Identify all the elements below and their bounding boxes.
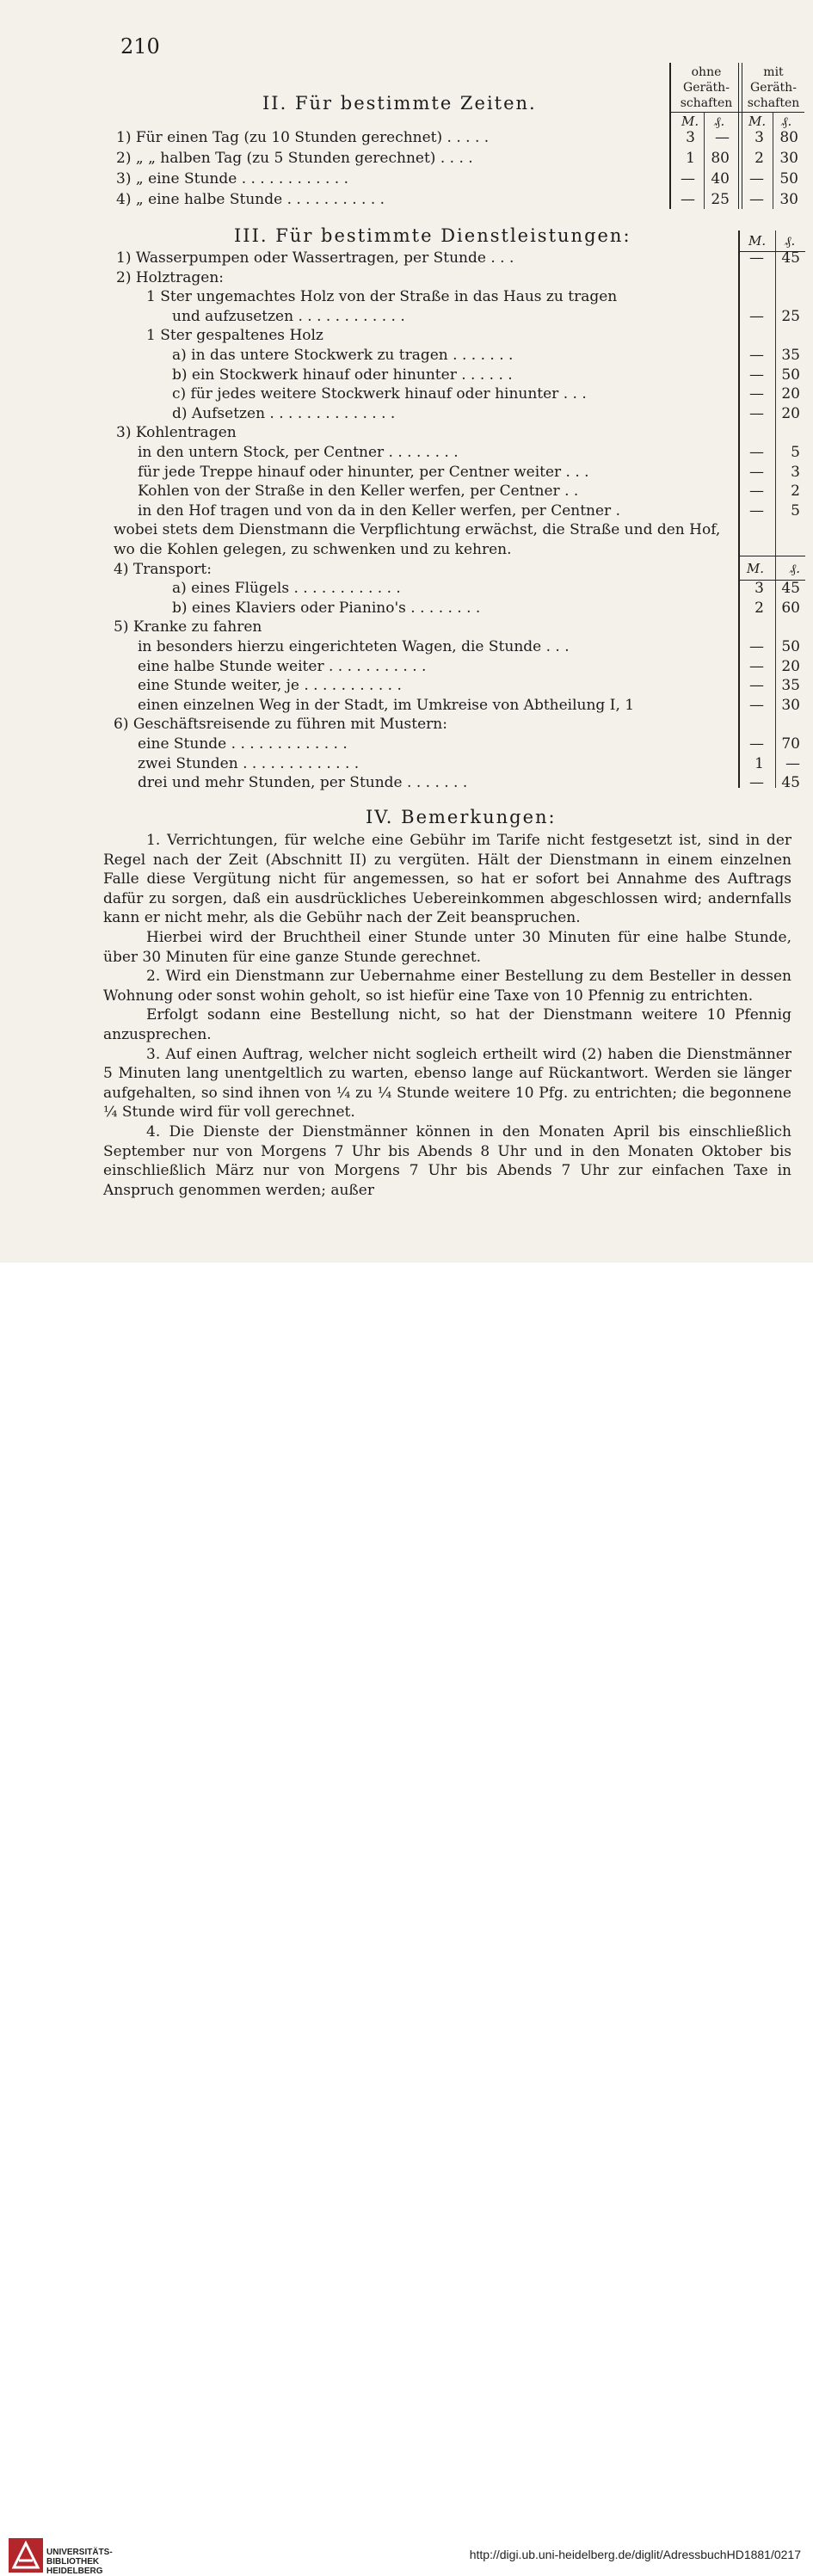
section-2-price-cell: —	[681, 191, 695, 208]
pf-label: ₰.	[781, 114, 792, 129]
section-3-pf-cell: 45	[781, 249, 800, 267]
source-url-link[interactable]: http://digi.ub.uni-heidelberg.de/diglit/AdressbuchHD1881/0217	[469, 2548, 801, 2561]
section-3-pf-cell: 20	[781, 658, 800, 675]
section-3-row-label: zwei Stunden . . . . . . . . . . . . .	[138, 755, 360, 772]
header-mit-geraethschaften: mit Geräth- schaften	[747, 65, 800, 110]
header-ohne-geraethschaften: ohne Geräth- schaften	[680, 65, 733, 110]
section-3-row-label: eine Stunde . . . . . . . . . . . . .	[138, 735, 348, 753]
section-3-row-label: eine halbe Stunde weiter . . . . . . . . . . .	[138, 658, 427, 675]
section-3-row-label: 5) Kranke zu fahren	[114, 618, 262, 636]
section-3-pf-cell: 20	[781, 405, 800, 422]
section-3-row-label: in besonders hierzu eingerichteten Wagen, die Stunde . . .	[138, 638, 570, 655]
section-3-pf-cell: —	[785, 755, 800, 772]
section-2-price-cell: 3	[686, 129, 695, 146]
section-2-price-cell: 25	[711, 191, 730, 208]
section-2-title: II. Für bestimmte Zeiten.	[262, 93, 537, 114]
section-3-pf-cell: 5	[791, 444, 800, 461]
section-3-pf-cell: 50	[781, 366, 800, 384]
remark-paragraph: 3. Auf einen Auftrag, welcher nicht sogleich ertheilt wird (2) haben die Dienstmänner 5 Minuten lang unentgeltlich zu warten, ebenso lange auf Rückantwort. Werden sie länger aufgehalten, so sind ihnen von ¼ zu ¼ Stunde weitere 10 Pfg. zu entrichten; die begonnene ¼ Stunde wird für voll gerechnet.	[103, 1045, 791, 1122]
section-3-mark-cell: —	[749, 405, 764, 422]
scanned-page	[0, 0, 813, 1263]
remark-paragraph: Erfolgt sodann eine Bestellung nicht, so hat der Dienstmann weitere 10 Pfennig anzusprechen.	[103, 1006, 791, 1043]
section-3-mark-cell: —	[749, 697, 764, 714]
section-2-price-cell: 30	[779, 150, 798, 167]
section-3-row-label: eine Stunde weiter, je . . . . . . . . . . .	[138, 677, 402, 694]
section-3-title: III. Für bestimmte Dienstleistungen:	[234, 225, 631, 246]
remark-paragraph: Hierbei wird der Bruchtheil einer Stunde unter 30 Minuten für eine halbe Stunde, über 30 Minuten für eine ganze Stunde gerechnet.	[103, 928, 791, 966]
section-3-pf-cell: 25	[781, 308, 800, 325]
section-3-mark-cell: 2	[754, 599, 764, 617]
viewer-footer	[0, 1263, 813, 2576]
section-3-pf-cell: 2	[791, 483, 800, 500]
university-library-logo-icon	[9, 2538, 43, 2573]
section-2-price-cell: 30	[779, 191, 798, 208]
section-2-row-label: 3) „ eine Stunde . . . . . . . . . . . .	[116, 170, 348, 188]
section-2-price-cell: 80	[711, 150, 730, 167]
section-3-mark-cell: —	[749, 774, 764, 791]
section-3-mark-cell: —	[749, 347, 764, 364]
mark-label: M.	[748, 233, 767, 249]
section-2-price-cell: —	[749, 191, 764, 208]
section-3-row-label: drei und mehr Stunden, per Stunde . . . . . . .	[138, 774, 468, 791]
section-3-mark-cell: 3	[754, 580, 764, 597]
section-3-row-label: Kohlen von der Straße in den Keller werfen, per Centner . .	[138, 483, 579, 500]
section-2-price-cell: 80	[779, 129, 798, 146]
section-3-mark-cell: —	[749, 249, 764, 267]
remark-paragraph: 4. Die Dienste der Dienstmänner können in den Monaten April bis einschließlich September nur von Morgens 7 Uhr bis Abends 8 Uhr und in den Monaten Oktober bis einschließlich März nur von Morgens 7 Uhr bis Abends 7 Uhr zur einfachen Taxe in Anspruch genommen werden; außer	[103, 1122, 791, 1199]
section-3-row-label: 3) Kohlentragen	[116, 424, 237, 441]
section-3-pf-cell: 30	[781, 697, 800, 714]
section-3-row-label: a) in das untere Stockwerk zu tragen . . . . . . .	[172, 347, 514, 364]
section-2-price-cell: —	[681, 170, 695, 188]
section-3-row-label: c) für jedes weitere Stockwerk hinauf oder hinunter . . .	[172, 385, 587, 403]
section-3-row-label: einen einzelnen Weg in der Stadt, im Umkreise von Abtheilung I, 1	[138, 697, 635, 714]
section-3-pf-cell: ₰.	[789, 561, 800, 576]
section-3-pf-cell: 50	[781, 638, 800, 655]
section-3-row-label: b) eines Klaviers oder Pianino's . . . . . . . .	[172, 599, 481, 617]
section-3-pf-cell: 35	[781, 677, 800, 694]
section-3-row-label: 1 Ster gespaltenes Holz	[146, 327, 323, 344]
column-rule	[704, 113, 705, 209]
section-3-row-label: für jede Treppe hinauf oder hinunter, per Centner weiter . . .	[138, 464, 589, 481]
page-number: 210	[120, 34, 160, 58]
section-2-price-cell: 1	[686, 150, 695, 167]
section-2-price-cell: 40	[711, 170, 730, 188]
section-3-pf-cell: 5	[791, 502, 800, 520]
section-3-mark-cell: —	[749, 502, 764, 520]
section-3-row-label: wobei stets dem Dienstmann die Verpflichtung erwächst, die Straße und den Hof,	[114, 521, 721, 538]
mark-label: M.	[681, 114, 699, 129]
section-3-mark-cell: —	[749, 658, 764, 675]
header-rule	[671, 112, 804, 113]
section-3-row-label: wo die Kohlen gelegen, zu schwenken und zu kehren.	[114, 541, 512, 558]
section-3-row-label: und aufzusetzen . . . . . . . . . . . .	[172, 308, 405, 325]
section-3-pf-cell: 35	[781, 347, 800, 364]
section-3-pf-cell: 3	[791, 464, 800, 481]
section-3-mark-cell: —	[749, 308, 764, 325]
pf-label: ₰.	[785, 233, 796, 249]
section-2-price-cell: 2	[754, 150, 764, 167]
section-3-row-label: a) eines Flügels . . . . . . . . . . . .	[172, 580, 401, 597]
remark-paragraph: 2. Wird ein Dienstmann zur Uebernahme einer Bestellung zu dem Besteller in dessen Wohnung oder sonst wohin geholt, so ist hiefür eine Taxe von 10 Pfennig zu entrichten.	[103, 968, 791, 1005]
section-2-price-cell: 50	[779, 170, 798, 188]
section-3-mark-cell: 1	[754, 755, 764, 772]
remark-paragraph: 1. Verrichtungen, für welche eine Gebühr im Tarife nicht festgesetzt ist, sind in der Regel nach der Zeit (Abschnitt II) zu vergüten. Hält der Dienstmann in einem einzelnen Falle diese Vergütung nicht für angemessen, so hat er sofort bei Annahme des Auftrags dafür zu sorgen, daß ein ausdrückliches Uebereinkommen abgeschlossen wird; andernfalls kann er nicht mehr, als die Gebühr nach der Zeit beanspruchen.	[103, 832, 791, 927]
section-3-pf-cell: 60	[781, 599, 800, 617]
section-3-mark-cell: —	[749, 638, 764, 655]
section-3-row-label: d) Aufsetzen . . . . . . . . . . . . . .	[172, 405, 396, 422]
section-3-mark-cell: —	[749, 464, 764, 481]
section-3-mark-cell: —	[749, 677, 764, 694]
section-2-row-label: 4) „ eine halbe Stunde . . . . . . . . . . .	[116, 191, 385, 208]
section-3-pf-cell: 70	[781, 735, 800, 753]
pf-label: ₰.	[714, 114, 725, 129]
section-3-mark-cell: —	[749, 366, 764, 384]
mark-label: M.	[748, 114, 767, 129]
section-2-row-label: 2) „ „ halben Tag (zu 5 Stunden gerechnet) . . . .	[116, 150, 473, 167]
section-3-row-label: 2) Holztragen:	[116, 269, 225, 286]
section-3-pf-cell: 20	[781, 385, 800, 403]
section-3-mark-cell: M.	[746, 561, 764, 576]
section-2-row-label: 1) Für einen Tag (zu 10 Stunden gerechnet) . . . . .	[116, 129, 490, 146]
section-3-pf-cell: 45	[781, 580, 800, 597]
section-3-mark-cell: —	[749, 483, 764, 500]
section-3-row-label: 1) Wasserpumpen oder Wassertragen, per Stunde . . .	[116, 249, 514, 267]
section-3-mark-cell: —	[749, 385, 764, 403]
section-2-price-cell: 3	[754, 129, 764, 146]
library-name: UNIVERSITÄTS- BIBLIOTHEK HEIDELBERG	[46, 2548, 113, 2576]
section-2-price-cell: —	[749, 170, 764, 188]
column-rule	[775, 231, 776, 788]
section-3-pf-cell: 45	[781, 774, 800, 791]
section-2-price-cell: —	[715, 129, 730, 146]
section-3-row-label: in den Hof tragen und von da in den Keller werfen, per Centner .	[138, 502, 620, 520]
section-3-row-label: in den untern Stock, per Centner . . . . . . . .	[138, 444, 459, 461]
section-3-row-label: 1 Ster ungemachtes Holz von der Straße in das Haus zu tragen	[146, 288, 618, 305]
section-4-title: IV. Bemerkungen:	[366, 807, 557, 827]
section-3-row-label: b) ein Stockwerk hinauf oder hinunter . . . . . .	[172, 366, 513, 384]
section-3-row-label: 6) Geschäftsreisende zu führen mit Mustern:	[114, 716, 447, 733]
remarks-body	[103, 831, 791, 1200]
section-3-mark-cell: —	[749, 444, 764, 461]
section-3-mark-cell: —	[749, 735, 764, 753]
section-3-row-label: 4) Transport:	[114, 561, 212, 578]
